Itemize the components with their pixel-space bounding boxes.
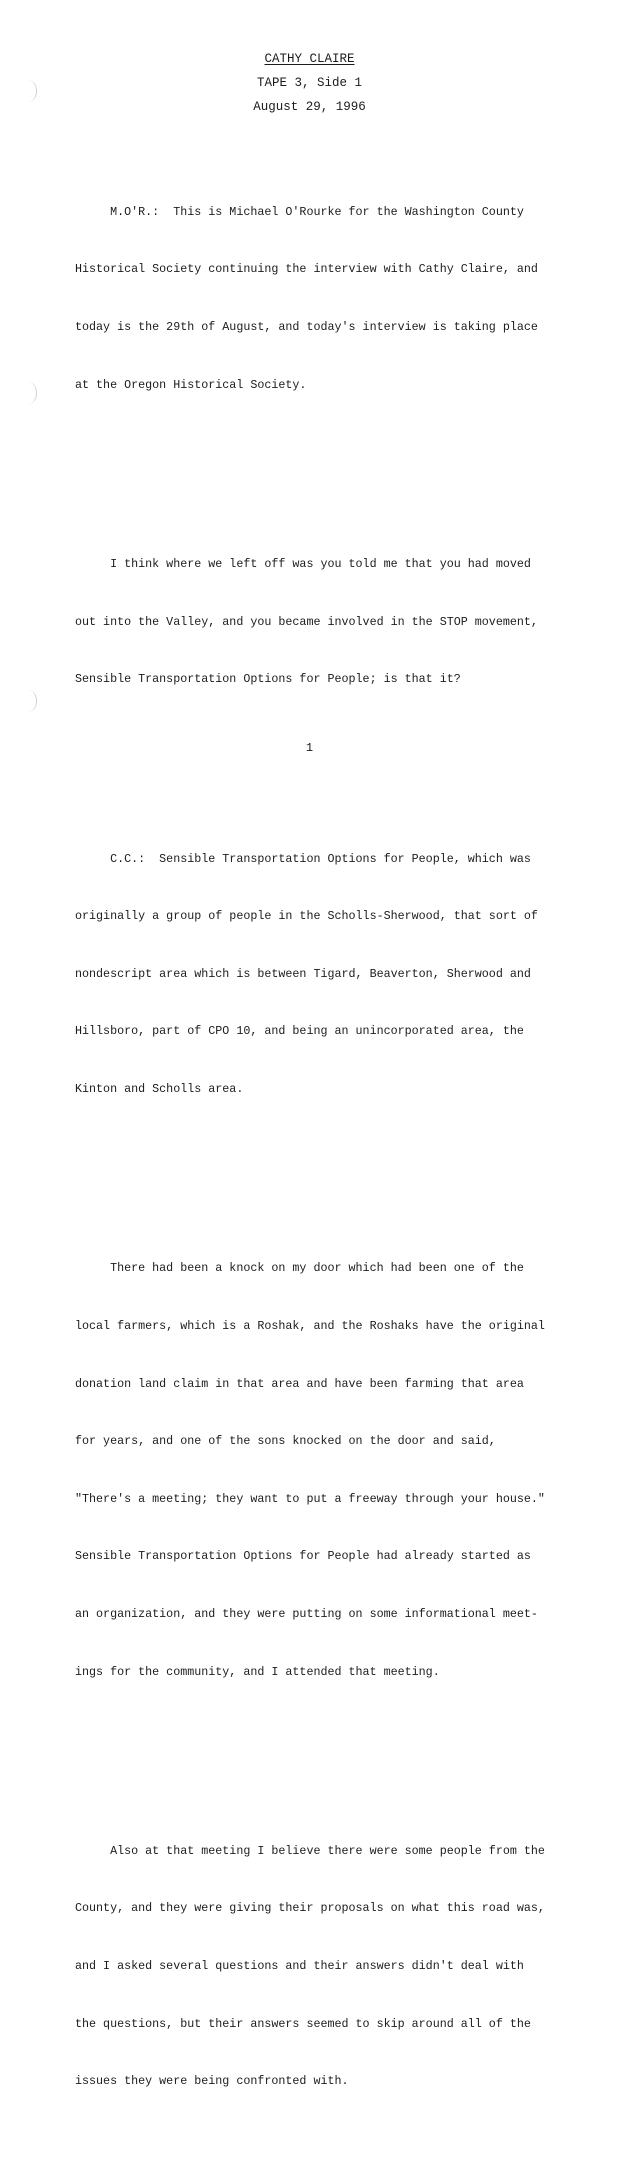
text-line: ings for the community, and I attended that meeting. xyxy=(75,1664,440,1679)
text-line: donation land claim in that area and have been farming that area xyxy=(75,1376,524,1391)
text-line: Hillsboro, part of CPO 10, and being an unincorporated area, the xyxy=(75,1024,524,1039)
text-line: the questions, but their answers seemed to skip around all of the xyxy=(75,2016,531,2031)
text-line: originally a group of people in the Scholls-Sherwood, that sort of xyxy=(75,909,538,924)
text-line: out into the Valley, and you became involved in the STOP movement, xyxy=(75,614,538,629)
paragraph xyxy=(75,1803,553,2129)
text-line: I think where we left off was you told me that you had moved xyxy=(75,556,531,571)
text-line: There had been a knock on my door which had been one of the xyxy=(75,1261,524,1276)
paragraph xyxy=(75,164,553,433)
text-line: Sensible Transportation Options for People had already started as xyxy=(75,1549,531,1564)
text-line: today is the 29th of August, and today's interview is taking place xyxy=(75,320,538,335)
text-line: an organization, and they were putting on some informational meet- xyxy=(75,1606,538,1621)
text-line: Kinton and Scholls area. xyxy=(75,1081,244,1096)
paragraph xyxy=(75,1221,553,1720)
interviewee-name-title: CATHY CLAIRE xyxy=(264,52,355,66)
page-number: 1 xyxy=(305,741,314,755)
paragraph xyxy=(75,517,553,728)
text-line: Historical Society continuing the interview with Cathy Claire, and xyxy=(75,262,538,277)
punch-hole-bottom xyxy=(20,690,37,712)
text-line: local farmers, which is a Roshak, and the Roshaks have the original xyxy=(75,1318,545,1333)
text-line: and I asked several questions and their answers didn't deal with xyxy=(75,1959,524,1974)
text-line: C.C.: Sensible Transportation Options for People, which was xyxy=(75,851,531,866)
text-line: at the Oregon Historical Society. xyxy=(75,377,307,392)
text-line: Also at that meeting I believe there were some people from the xyxy=(75,1843,545,1858)
punch-hole-middle xyxy=(20,382,37,404)
text-line: "There's a meeting; they want to put a freeway through your house." xyxy=(75,1491,545,1506)
paragraph xyxy=(75,811,553,1137)
text-line: Sensible Transportation Options for People; is that it? xyxy=(75,672,461,687)
transcript-body xyxy=(75,126,553,2168)
tape-side-label: TAPE 3, Side 1 xyxy=(256,76,363,90)
text-line: for years, and one of the sons knocked on the door and said, xyxy=(75,1434,496,1449)
text-line: issues they were being confronted with. xyxy=(75,2074,349,2089)
interview-date: August 29, 1996 xyxy=(253,100,366,114)
text-line: M.O'R.: This is Michael O'Rourke for the Washington County xyxy=(75,204,524,219)
text-line: nondescript area which is between Tigard, Beaverton, Sherwood and xyxy=(75,966,531,981)
text-line: County, and they were giving their proposals on what this road was, xyxy=(75,1901,545,1916)
